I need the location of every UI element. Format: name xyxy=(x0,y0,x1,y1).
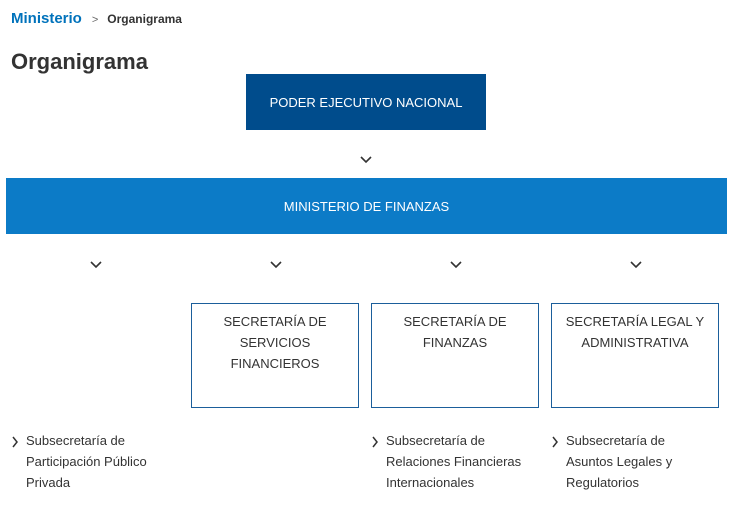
ministry-label: MINISTERIO DE FINANZAS xyxy=(283,198,450,214)
secretariat-legal-admin-box[interactable] xyxy=(551,303,719,408)
breadcrumb-separator: > xyxy=(91,14,99,26)
secretariat-label: SECRETARÍA LEGAL Y ADMINISTRATIVA xyxy=(565,314,705,350)
subsecretariat-label: Subsecretaría de Relaciones Financieras Internacionales xyxy=(386,433,522,490)
executive-power-label: PODER EJECUTIVO NACIONAL xyxy=(269,94,463,110)
secretariat-finance-box[interactable] xyxy=(371,303,539,408)
subsecretariat-item[interactable] xyxy=(11,430,171,493)
breadcrumb-home-link[interactable]: Ministerio xyxy=(11,10,82,27)
executive-power-box[interactable] xyxy=(246,74,486,130)
chevron-down-icon[interactable] xyxy=(449,260,463,270)
page-title: Organigrama xyxy=(11,49,148,74)
chevron-right-icon xyxy=(551,430,566,453)
secretariat-label: SECRETARÍA DE FINANZAS xyxy=(403,314,507,350)
chevron-down-icon[interactable] xyxy=(629,260,643,270)
chevron-down-icon[interactable] xyxy=(269,260,283,270)
secretariat-label: SECRETARÍA DE SERVICIOS FINANCIEROS xyxy=(223,314,327,371)
subsecretariat-label: Subsecretaría de Asuntos Legales y Regulatorios xyxy=(566,433,673,490)
chevron-right-icon xyxy=(11,430,26,453)
breadcrumb-current: Organigrama xyxy=(107,12,182,26)
chevron-down-icon[interactable] xyxy=(89,260,103,270)
secretariat-financial-services-box[interactable] xyxy=(191,303,359,408)
chevron-down-icon[interactable] xyxy=(359,155,373,165)
subsecretariat-label: Subsecretaría de Participación Público Privada xyxy=(26,433,147,490)
chevron-right-icon xyxy=(371,430,386,453)
breadcrumb xyxy=(11,10,182,27)
subsecretariat-item[interactable] xyxy=(551,430,711,493)
subsecretariat-item[interactable] xyxy=(371,430,531,493)
ministry-box[interactable] xyxy=(6,178,727,234)
